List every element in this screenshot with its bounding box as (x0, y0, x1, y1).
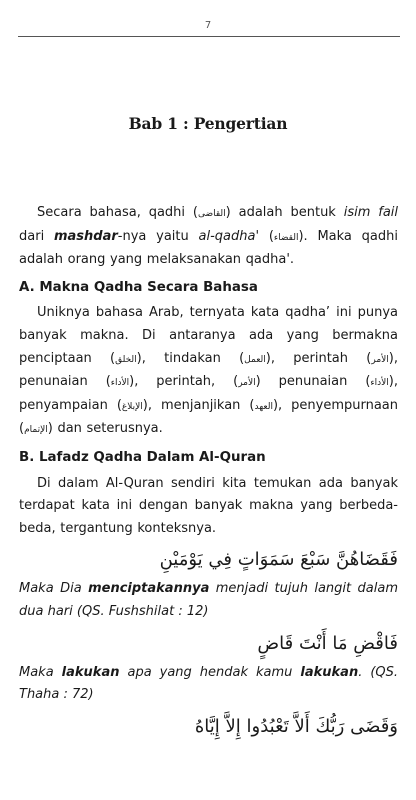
header-rule (18, 36, 400, 37)
verse-3-arabic: وَقَضَى رَبُّكَ أَلاَّ تَعْبُدُوا إِلاَّ إِيَّاهُ (194, 715, 398, 737)
term-isim-fail: isim fail (343, 205, 399, 220)
document-body (19, 202, 398, 745)
intro-paragraph: Secara bahasa, qadhi (القاضى) adalah bentuk isim fail dari mashdar-nya yaitu al-qadha' (القضاء). Maka qadhi adalah orang yang melaksanakan qadha'. (19, 205, 399, 268)
verse-1-translation: Maka Dia menciptakannya menjadi tujuh langit dalam dua hari (QS. Fushshilat : 12) (19, 581, 398, 619)
chapter-title: Bab 1 : Pengertian (128, 114, 288, 133)
section-a-heading: A. Makna Qadha Secara Bahasa (19, 279, 258, 295)
verse-1-arabic: فَقَضَاهُنَّ سَبْعَ سَمَوَاتٍ فِي يَوْمَيْنِ (159, 549, 398, 571)
term-mashdar: mashdar (53, 228, 118, 244)
page-number: 7 (204, 20, 212, 31)
verse-2-translation: Maka lakukan apa yang hendak kamu lakukan. (QS. Thaha : 72) (19, 664, 399, 703)
section-b-paragraph: Di dalam Al-Quran sendiri kita temukan ada banyak terdapat kata ini dengan banyak makna yang berbeda-beda, tergantung konteksnya. (19, 475, 398, 536)
section-a-paragraph: Uniknya bahasa Arab, ternyata kata qadha’ ini punya banyak makna. Di antaranya ada yang bermakna penciptaan (الخلق), tindakan (العمل), perintah (الأمر), penunaian (الأداء), perintah, (الأمر) penunaian (الأداء), penyampaian (الإبلاغ), menjanjikan (العهد), penyempurnaan (الإتمام) dan seterusnya. (19, 305, 398, 437)
term-al-qadha: al-qadha (198, 228, 256, 244)
section-b-heading: B. Lafadz Qadha Dalam Al-Quran (19, 449, 266, 465)
verse-2-arabic: فَاقْضِ مَا أَنْتَ قَاضٍ (257, 632, 398, 654)
